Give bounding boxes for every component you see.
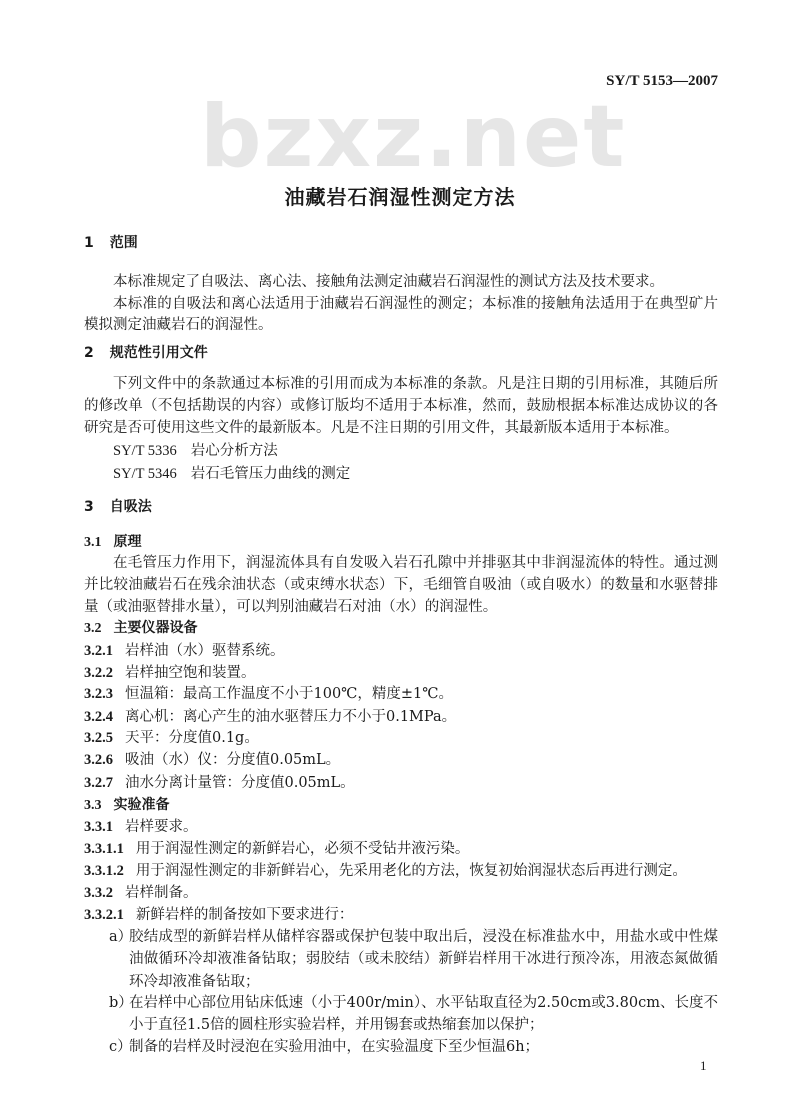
list-item-line: 胶结成型的新鲜岩样从储样容器或保护包装中取出后，浸没在标准盐水中，用盐水或中性煤 — [129, 929, 718, 945]
paragraph-line: 研究是否可使用这些文件的最新版本。凡是不注日期的引用文件，其最新版本适用于本标准。 — [84, 420, 679, 436]
clause-number: 3.3.1.1 — [84, 841, 124, 857]
clause-item — [84, 883, 718, 903]
document-title: 油藏岩石润湿性测定方法 — [284, 185, 516, 209]
clause-number: 3.2.5 — [84, 730, 113, 746]
clause-item — [84, 773, 718, 793]
section-3-heading — [84, 497, 718, 517]
clause-title: 原理 — [113, 534, 142, 550]
clause-text: 天平：分度值0.1g。 — [125, 730, 259, 746]
section-number: 1 — [84, 235, 94, 251]
clause-item — [84, 641, 718, 661]
watermark: bzxz.net — [200, 87, 627, 187]
clause-number: 3.2.2 — [84, 665, 113, 681]
clause-text: 岩样抽空饱和装置。 — [125, 665, 256, 681]
clause-item — [84, 663, 718, 683]
clause-item — [84, 905, 718, 925]
paragraph-line: 本标准的自吸法和离心法适用于油藏岩石润湿性的测定；本标准的接触角法适用于在典型矿片 — [113, 296, 718, 312]
clause-item — [84, 861, 718, 881]
section-number: 2 — [84, 345, 94, 361]
paragraph-line: 的修改单（不包括勘误的内容）或修订版均不适用于本标准，然而，鼓励根据本标准达成协议的各 — [84, 398, 718, 414]
clause-number: 3.2.6 — [84, 752, 113, 768]
section-1-heading — [84, 233, 718, 253]
clause-text: 新鲜岩样的制备按如下要求进行： — [135, 907, 354, 923]
paragraph-line: 下列文件中的条款通过本标准的引用而成为本标准的条款。凡是注日期的引用标准，其随后所 — [113, 376, 718, 392]
clause-item — [84, 817, 718, 837]
clause-text: 油水分离计量管：分度值0.05mL。 — [125, 775, 355, 791]
clause-text: 岩样要求。 — [125, 819, 198, 835]
clause-title: 实验准备 — [113, 797, 170, 813]
clause-number: 3.3.2.1 — [84, 907, 124, 923]
list-marker: c） — [109, 1039, 132, 1055]
reference-name: 岩心分析方法 — [190, 443, 278, 459]
clause-item — [84, 728, 718, 748]
clause-number: 3.3.1 — [84, 819, 113, 835]
clause-text: 吸油（水）仪：分度值0.05mL。 — [125, 752, 341, 768]
clause-number: 3.2.3 — [84, 686, 113, 702]
clause-text: 用于润湿性测定的新鲜岩心，必须不受钻井液污染。 — [135, 841, 470, 857]
list-item-line: 油做循环冷却液准备钻取；弱胶结（或未胶结）新鲜岩样用干冰进行预冷冻，用液态氮做循 — [129, 951, 718, 967]
list-marker: b） — [109, 995, 133, 1011]
clause-3-1-heading — [84, 532, 718, 553]
list-item-line: 在岩样中心部位用钻床低速（小于400r/min）、水平钻取直径为2.50cm或3.80cm、长度不 — [129, 995, 718, 1011]
clause-number: 3.2.7 — [84, 775, 113, 791]
list-item-line: 环冷却液准备钻取； — [129, 974, 260, 990]
reference-item — [113, 441, 718, 461]
page-number: 1 — [700, 1058, 707, 1073]
reference-name: 岩石毛管压力曲线的测定 — [190, 466, 351, 482]
paragraph-line: 并比较油藏岩石在残余油状态（或束缚水状态）下，毛细管自吸油（或自吸水）的数量和水驱替排 — [84, 577, 718, 593]
clause-number: 3.2.1 — [84, 643, 113, 659]
clause-text: 岩样制备。 — [125, 885, 198, 901]
clause-number: 3.1 — [84, 535, 102, 550]
section-title: 范围 — [109, 235, 138, 251]
paragraph-line: 本标准规定了自吸法、离心法、接触角法测定油藏岩石润湿性的测试方法及技术要求。 — [113, 274, 664, 290]
reference-code: SY/T 5336 — [113, 443, 177, 459]
clause-item — [84, 839, 718, 859]
clause-number: 3.2 — [84, 621, 102, 636]
clause-3-3-heading — [84, 795, 718, 816]
paragraph-line: 在毛管压力作用下，润湿流体具有自发吸入岩石孔隙中并排驱其中非润湿流体的特性。通过测 — [113, 555, 718, 571]
clause-3-2-heading — [84, 618, 718, 639]
paragraph-line: 量（或油驱替排水量），可以判别油藏岩石对油（水）的润湿性。 — [84, 599, 498, 615]
clause-text: 岩样油（水）驱替系统。 — [125, 643, 285, 659]
clause-number: 3.2.4 — [84, 709, 113, 725]
clause-item — [84, 684, 718, 704]
section-title: 自吸法 — [109, 499, 152, 515]
standard-number: SY/T 5153—2007 — [606, 73, 718, 89]
clause-text: 离心机：离心产生的油水驱替压力不小于0.1MPa。 — [125, 709, 457, 725]
reference-item — [113, 464, 718, 484]
section-title: 规范性引用文件 — [109, 345, 208, 361]
clause-number: 3.3.2 — [84, 885, 113, 901]
section-number: 3 — [84, 499, 94, 515]
paragraph-line: 模拟测定油藏岩石的润湿性。 — [84, 317, 273, 333]
reference-code: SY/T 5346 — [113, 466, 177, 482]
clause-item — [84, 750, 718, 770]
clause-number: 3.3.1.2 — [84, 863, 124, 879]
clause-item — [84, 707, 718, 727]
clause-text: 恒温箱：最高工作温度不小于100℃，精度±1℃。 — [125, 686, 453, 702]
list-marker: a） — [109, 929, 133, 945]
list-item-line: 制备的岩样及时浸泡在实验用油中，在实验温度下至少恒温6h； — [129, 1039, 540, 1055]
clause-number: 3.3 — [84, 798, 102, 813]
clause-title: 主要仪器设备 — [113, 620, 198, 636]
section-2-heading — [84, 343, 718, 363]
list-item-line: 小于直径1.5倍的圆柱形实验岩样，并用锡套或热缩套加以保护； — [129, 1017, 544, 1033]
clause-text: 用于润湿性测定的非新鲜岩心，先采用老化的方法，恢复初始润湿状态后再进行测定。 — [135, 863, 687, 879]
